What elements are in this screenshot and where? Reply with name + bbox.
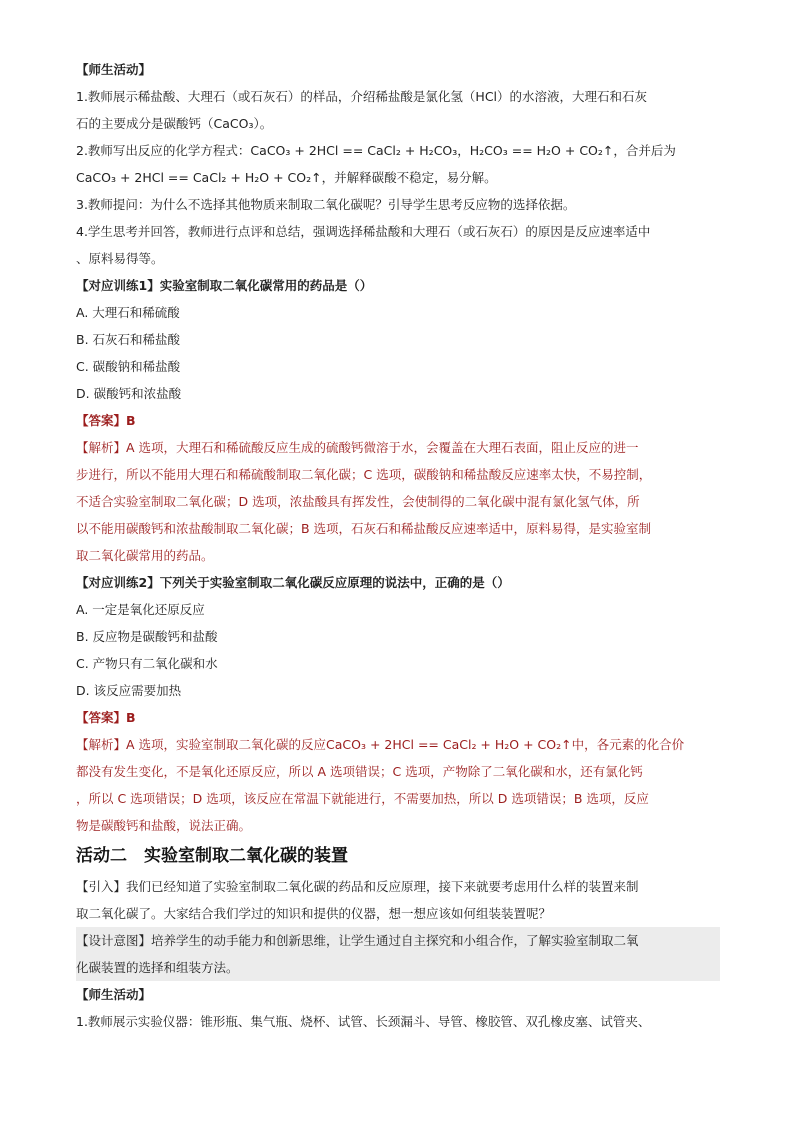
text-line: 不适合实验室制取二氧化碳；D 选项，浓盐酸具有挥发性，会使制得的二氧化碳中混有氯化氢气体，所: [76, 494, 640, 509]
text-line: D. 碳酸钙和浓盐酸: [76, 386, 182, 401]
text-line: 都没有发生变化，不是氧化还原反应，所以 A 选项错误；C 选项，产物除了二氧化碳和水，还有氯化钙: [76, 764, 643, 779]
text-line: 【对应训练1】实验室制取二氧化碳常用的药品是（）: [76, 278, 373, 293]
text-line: 3.教师提问：为什么不选择其他物质来制取二氧化碳呢？引导学生思考反应物的选择依据。: [76, 197, 576, 212]
text-line: A. 一定是氧化还原反应: [76, 602, 205, 617]
text-line: 【对应训练2】下列关于实验室制取二氧化碳反应原理的说法中，正确的是（）: [76, 575, 510, 590]
text-line: 取二氧化碳了。大家结合我们学过的知识和提供的仪器，想一想应该如何组装装置呢？: [76, 906, 552, 921]
text-line: B. 反应物是碳酸钙和盐酸: [76, 629, 218, 644]
text-line: C. 碳酸钠和稀盐酸: [76, 359, 181, 374]
document-page: [76, 56, 720, 1035]
text-line: 4.学生思考并回答，教师进行点评和总结，强调选择稀盐酸和大理石（或石灰石）的原因是反应速率适中: [76, 224, 651, 239]
text-line: 取二氧化碳常用的药品。: [76, 548, 214, 563]
text-line: 2.教师写出反应的化学方程式：CaCO₃ + 2HCl == CaCl₂ + H₂CO₃，H₂CO₃ == H₂O + CO₂↑，合并后为: [76, 143, 676, 158]
text-line: A. 大理石和稀硫酸: [76, 305, 180, 320]
text-line: 【解析】A 选项，实验室制取二氧化碳的反应CaCO₃ + 2HCl == CaCl₂ + H₂O + CO₂↑中，各元素的化合价: [76, 737, 685, 752]
text-line: 石的主要成分是碳酸钙（CaCO₃）。: [76, 116, 273, 131]
text-line: ，所以 C 选项错误；D 选项，该反应在常温下就能进行，不需要加热，所以 D 选项错误；B 选项，反应: [76, 791, 649, 806]
text-line: B. 石灰石和稀盐酸: [76, 332, 181, 347]
text-line: 物是碳酸钙和盐酸，说法正确。: [76, 818, 252, 833]
text-line: 【设计意图】培养学生的动手能力和创新思维，让学生通过自主探究和小组合作，了解实验室制取二氧: [76, 927, 720, 954]
text-line: 【师生活动】: [76, 987, 152, 1002]
text-line: C. 产物只有二氧化碳和水: [76, 656, 218, 671]
text-line: 【答案】B: [76, 710, 136, 725]
content-block-2: [76, 873, 720, 1035]
text-line: 化碳装置的选择和组装方法。: [76, 954, 720, 981]
text-line: 【答案】B: [76, 413, 136, 428]
text-line: 1.教师展示实验仪器：锥形瓶、集气瓶、烧杯、试管、长颈漏斗、导管、橡胶管、双孔橡皮塞、试管夹、: [76, 1014, 651, 1029]
text-line: D. 该反应需要加热: [76, 683, 182, 698]
text-line: 以不能用碳酸钙和浓盐酸制取二氧化碳；B 选项，石灰石和稀盐酸反应速率适中，原料易得，是实验室制: [76, 521, 652, 536]
text-line: 、原料易得等。: [76, 251, 164, 266]
content-block-1: [76, 56, 720, 839]
text-line: 【师生活动】: [76, 62, 152, 77]
text-line: 1.教师展示稀盐酸、大理石（或石灰石）的样品，介绍稀盐酸是氯化氢（HCl）的水溶液，大理石和石灰: [76, 89, 648, 104]
text-line: 步进行，所以不能用大理石和稀硫酸制取二氧化碳；C 选项，碳酸钠和稀盐酸反应速率太快，不易控制，: [76, 467, 652, 482]
section-heading: 活动二 实验室制取二氧化碳的装置: [76, 846, 348, 866]
text-line: CaCO₃ + 2HCl == CaCl₂ + H₂O + CO₂↑，并解释碳酸不稳定，易分解。: [76, 170, 497, 185]
text-line: 【解析】A 选项，大理石和稀硫酸反应生成的硫酸钙微溶于水，会覆盖在大理石表面，阻止反应的进一: [76, 440, 639, 455]
text-line: 【引入】我们已经知道了实验室制取二氧化碳的药品和反应原理，接下来就要考虑用什么样的装置来制: [76, 879, 639, 894]
